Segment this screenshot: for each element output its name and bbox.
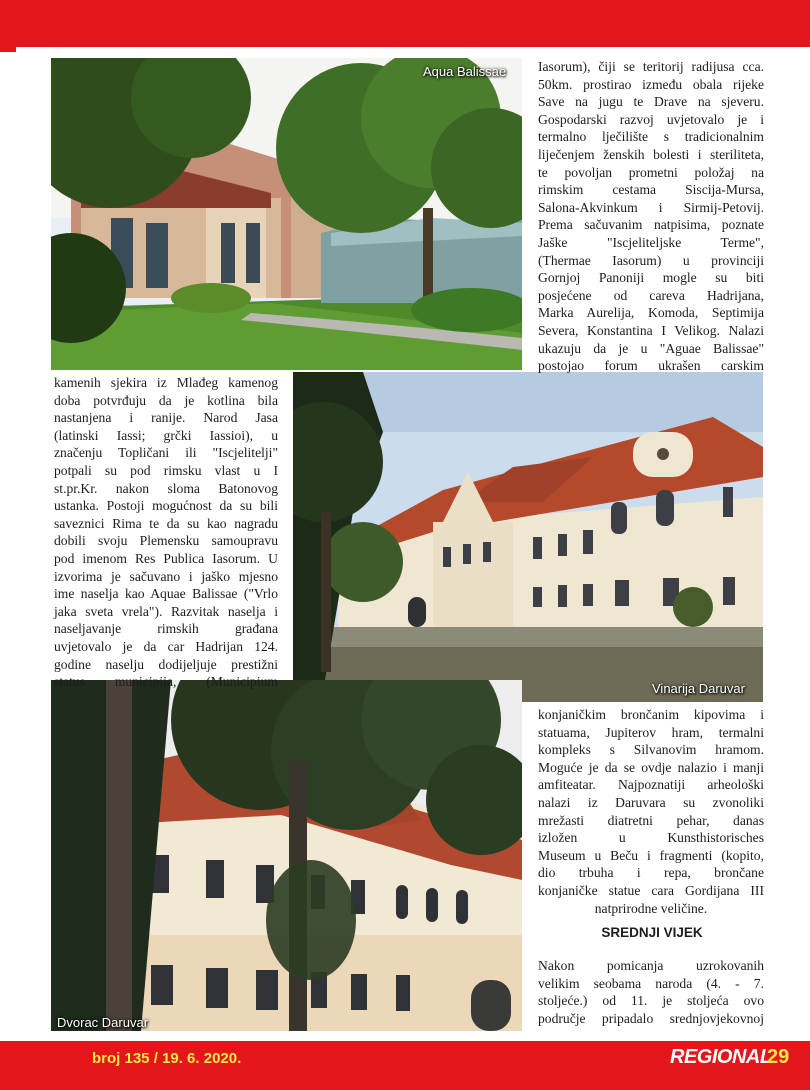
- text-line: status municipija, (Municipium: [54, 674, 278, 690]
- header-notch: [0, 47, 16, 52]
- text-line: dobili svoju Plemensku samoupravu: [54, 533, 278, 549]
- text-line: te povoljan prometni položaj na: [538, 164, 764, 180]
- text-line: Marka Aurelija, Komoda, Septimija: [538, 305, 764, 321]
- text-line: Gospodarski razvoj uvjetovalo je i: [538, 111, 764, 127]
- text-line: pod imenom Res Publica Iasorum. U: [54, 550, 278, 566]
- text-line: izložen u Kunsthistorisches: [538, 830, 764, 846]
- text-line: značenju Topličani ili "Iscjelitelji": [54, 445, 278, 461]
- text-line: ustanka. Postoji mogućnost da su bili: [54, 498, 278, 514]
- text-column-left-middle: [54, 374, 278, 691]
- text-line: saveznici Rima te da su kao nagradu: [54, 515, 278, 531]
- text-line: kamenih sjekira iz Mlađeg kamenog: [54, 375, 278, 390]
- text-line: Nakon pomicanja uzrokovanih: [538, 958, 764, 973]
- text-line: velikim seobama naroda (4. - 7.: [538, 975, 764, 991]
- text-line: konjaničkim brončanim kipovima i: [538, 707, 764, 722]
- page-number: 29: [767, 1046, 790, 1068]
- text-line: Moguće je da se ovdje nalazio i manji: [538, 759, 764, 775]
- text-line: mrežasti diatretni pehar, danas: [538, 812, 764, 828]
- text-line: rimskim cestama Siscija-Mursa,: [538, 182, 764, 198]
- text-line: posjećene od careva Hadrijana,: [538, 287, 764, 303]
- text-line: Prema sačuvanim natpisima, poznate: [538, 217, 764, 233]
- text-line: amfiteatar. Najpoznatiji arheološki: [538, 777, 764, 793]
- text-column-right-top: [538, 58, 764, 375]
- header-band: [0, 0, 810, 47]
- text-line: postojao forum ukrašen carskim: [538, 358, 764, 374]
- text-column-right-bottom: [538, 706, 764, 917]
- text-line: konjaničke statue cara Gordijana III: [538, 882, 764, 898]
- text-line: Save na jugu te Drave na sjeveru.: [538, 94, 764, 110]
- text-line: liječenjem ženskih bolesti i steriliteta,: [538, 146, 764, 162]
- text-line: godine naselju dodijeljuje prestižni: [54, 656, 278, 672]
- text-line: Iasorum), čiji se teritorij radijusa cca.: [538, 59, 764, 74]
- brand-logo: REGIONAL: [670, 1046, 772, 1068]
- photo-aqua-balissae: [51, 58, 522, 370]
- text-line: 50km. prostirao između obala rijeke: [538, 76, 764, 92]
- text-line: uvjetovalo je da car Hadrijan 124.: [54, 638, 278, 654]
- text-line: termalno lječilište s tradicionalnim: [538, 129, 764, 145]
- text-line: ukazuju da je u "Aguae Balissae": [538, 340, 764, 356]
- text-line: kompleks s Silvanovim hramom.: [538, 742, 764, 758]
- text-line: Gornjoj Panoniji mogle su biti: [538, 270, 764, 286]
- text-line: potpali su pod rimsku vlast u I: [54, 462, 278, 478]
- text-column-right-final: [538, 957, 764, 1027]
- text-line: st.pr.Kr. nakon sloma Batonovog: [54, 480, 278, 496]
- caption-vinarija-daruvar: Vinarija Daruvar: [652, 681, 745, 696]
- text-line: doba potvrđuju da je kotlina bila: [54, 392, 278, 408]
- issue-info: broj 135 / 19. 6. 2020.: [92, 1050, 242, 1067]
- text-line: Museum u Beču i fragmenti (kopito,: [538, 847, 764, 863]
- text-line: Jaške "Iscjeliteljske Terme",: [538, 234, 764, 250]
- text-line: (latinski Iassi; grčki Iassioi), u: [54, 427, 278, 443]
- text-line: Severa, Konstantina I Velikog. Nalazi: [538, 322, 764, 338]
- text-line: jaka sveta vrela"). Razvitak naselja i: [54, 603, 278, 619]
- photo-dvorac-daruvar: [51, 680, 522, 1031]
- text-line: naseljavanje rimskih građana: [54, 621, 278, 637]
- caption-dvorac-daruvar: Dvorac Daruvar: [57, 1015, 149, 1030]
- caption-aqua-balissae: Aqua Balissae: [423, 64, 507, 79]
- text-line: statuama, Jupiterov hram, termalni: [538, 724, 764, 740]
- text-line: područje pripadalo srednjovjekovnoj: [538, 1010, 764, 1026]
- text-line: stoljeće.) od 11. je stoljeća ovo: [538, 993, 764, 1009]
- photo-vinarija-daruvar: [293, 372, 763, 702]
- text-line: natprirodne veličine.: [594, 900, 708, 916]
- text-line: ime naselja kao Aquae Balissae ("Vrlo: [54, 586, 278, 602]
- text-line: izvorima je sačuvano i jaško mjesno: [54, 568, 278, 584]
- text-line: nalazi iz Daruvara su zvonoliki: [538, 794, 764, 810]
- section-heading: SREDNJI VIJEK: [601, 925, 703, 940]
- text-line: Salona-Akvinkum i Sirmij-Petovij.: [538, 199, 764, 215]
- text-line: (Thermae Iasorum) u provinciji: [538, 252, 764, 268]
- text-line: nastanjena i ranije. Narod Jasa: [54, 410, 278, 426]
- text-line: dio trbuha i repa, brončane: [538, 865, 764, 881]
